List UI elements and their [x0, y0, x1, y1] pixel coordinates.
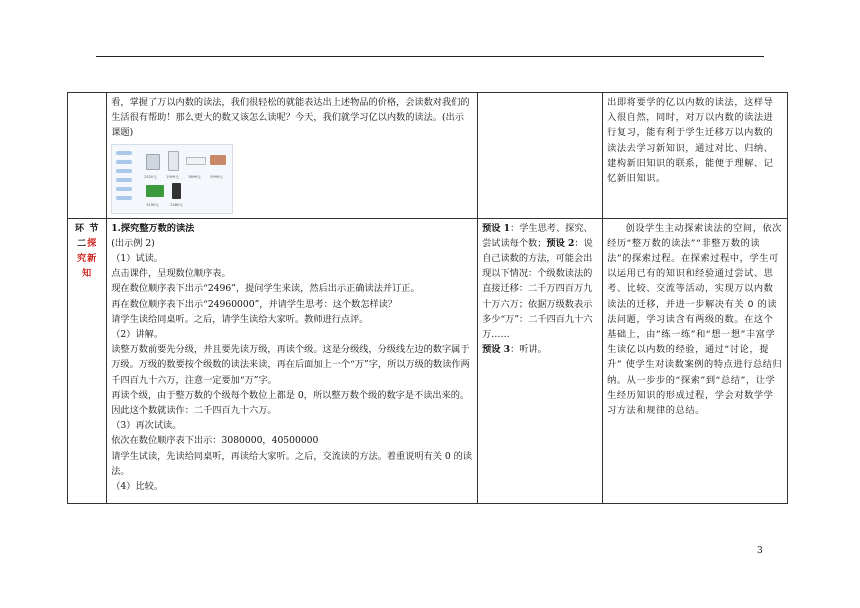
content-line: 现在数位顺序表下出示“2496”，提问学生来读，然后出示正确读法并订正。 [111, 283, 420, 295]
fridge-icon [168, 151, 179, 171]
aircon-icon [186, 157, 206, 165]
stage-design-text: 创设学生主动探索读法的空间，依次经历“整万数的读法”“非整万数的读法”的探索过程。在探索过程中，学生可以运用已有的知识和经验通过尝试、思考、比较、交流等活动，实现万以内数读法的迁移，并进一步解决有关 0 的读法问题，学习读含有两级的数。在这个基础上，由“练一练”和“想一想”丰富学生读亿以内数的经验，通过“讨论，提升” 使学生对读数案例的特点进行总结归纳。从一步步的“探索”到“总结”，让学生经历知识的形成过程，学会对数学学习方法和规律的总结。 [607, 222, 783, 417]
phone-icon [172, 183, 181, 199]
preset-three-text: ：听讲。 [510, 344, 547, 356]
content-line: （3）再次试读。 [111, 420, 182, 432]
content-line: 读整万数前要先分级，并且要先读万级，再读个级。这是分级线，分级线左边的数字属于万级。万级的数要按个级数的读法来读，再在后面加上一个“万”字，所以万级的数读作两千四百九十六万，注意一定要加“万”字。 [111, 344, 470, 386]
preset-three-label: 预设 3 [482, 344, 511, 356]
content-line: (出示例 2) [111, 237, 155, 249]
price-tag: 3699元 [188, 174, 201, 179]
header-rule [96, 56, 764, 57]
content-line: （1）试读。 [111, 253, 164, 265]
preset-one-label: 预设 1 [482, 222, 511, 234]
content-line: 依次在数位顺序表下出示：3080000，40500000 [111, 435, 319, 447]
content-line: 点击课件，呈现数位顺序表。 [111, 268, 231, 280]
preset-two-label: 预设 2 [546, 237, 575, 249]
lesson-plan-table [67, 92, 788, 504]
content-line: （4）比较。 [111, 481, 164, 493]
intro-design-text: 出即将要学的亿以内数的读法，这样导入很自然，同时，对万以内数的读法进行复习，能有利于学生迁移万以内数的读法去学习新知识，通过对比、归纳、建构新旧知识的联系，能便于理解、记忆新旧知识。 [607, 97, 774, 185]
stage-name: 探究新知 [76, 237, 98, 280]
preset-one [482, 221, 598, 343]
section-heading: 1.探究整万数的读法 [111, 222, 195, 234]
preset-three [482, 342, 598, 357]
washer-icon [146, 154, 160, 170]
stage-label-cell [68, 218, 107, 503]
preset-one-text: ：学生思考、探究、尝试读每个数； [482, 222, 593, 249]
intro-preset-cell [478, 93, 603, 219]
stage-content-cell [107, 218, 478, 503]
laptop-icon [210, 155, 226, 165]
intro-content-cell [107, 93, 478, 219]
price-tag: 5999元 [210, 174, 223, 179]
price-tag: 1999元 [166, 174, 179, 179]
content-line: 请学生读给同桌听。之后，请学生读给大家听。教师进行点评。 [111, 313, 369, 325]
preset-two-text: ：说自己读数的方法，可能会出现以下情况：个级数读法的直接迁移：二千万四百万九十万六万；依据万级数表示多少“万”：二千四百九十六万…… [482, 237, 593, 341]
product-price-image [111, 144, 233, 214]
price-tag: 2520元 [144, 174, 157, 179]
page-number: 3 [757, 546, 763, 556]
tv-icon [146, 185, 164, 197]
content-line: 再读个级，由于整万数的个级每个数位上都是 0，所以整万数个级的数字是不读出来的。因此这个数就读作：二千四百九十六万。 [111, 389, 470, 417]
stage-prefix: 环 节 二 [74, 222, 100, 249]
intro-text: 看，掌握了万以内数的读法，我们很轻松的就能表达出上述物品的价格，会读数对我们的生活很有帮助！那么更大的数又该怎么读呢？今天，我们就学习亿以内数的读法。(出示课题) [111, 97, 470, 139]
stage-cell-empty [68, 93, 107, 219]
price-tag: 2480元 [170, 202, 183, 207]
content-line: 请学生试读，先读给同桌听，再读给大家听。之后，交流读的方法。着重说明有关 0 的读法。 [111, 450, 473, 477]
stage-two-row [68, 218, 788, 503]
preset-cell [478, 218, 603, 503]
price-list-lines [116, 151, 132, 205]
price-tag: 3199元 [146, 202, 159, 207]
intro-design-intent [603, 93, 788, 219]
intro-row [68, 93, 788, 219]
stage-design-intent [603, 218, 788, 503]
content-line: （2）讲解。 [111, 329, 164, 341]
content-line: 再在数位顺序表下出示“24960000”，并请学生思考：这个数怎样读？ [111, 298, 398, 310]
